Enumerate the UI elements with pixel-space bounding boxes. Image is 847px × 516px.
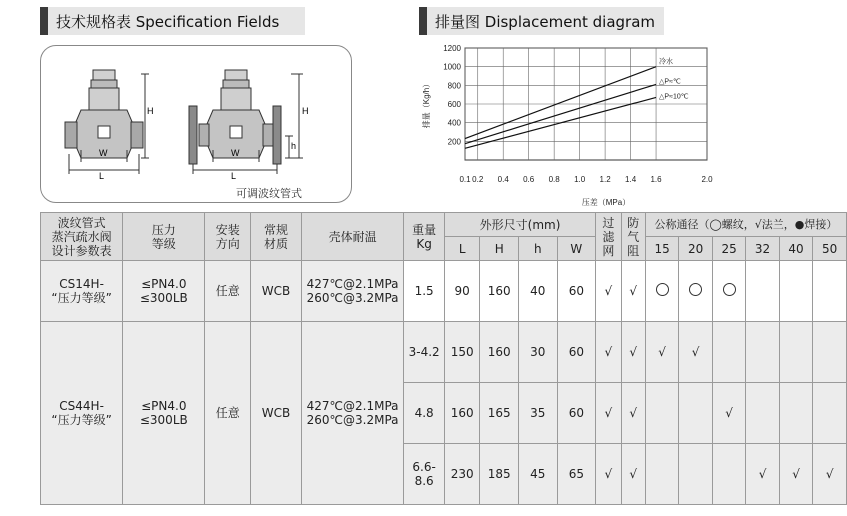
thread-circle-icon <box>689 283 702 296</box>
y-tick-label: 400 <box>447 118 461 128</box>
dim-h-label-flanged: H <box>302 106 309 116</box>
hdr-dn-32: 32 <box>746 237 779 261</box>
dn-cell <box>813 383 847 444</box>
series-label: △P≈℃ <box>659 78 681 86</box>
hdr-pressure: 压力 等级 <box>123 213 205 261</box>
x-tick-label: 0.6 <box>523 175 535 184</box>
shell-temp-cell: 427℃@2.1MPa 260℃@3.2MPa <box>301 322 404 505</box>
hdr-shell-temp: 壳体耐温 <box>301 213 404 261</box>
dn-cell <box>746 322 779 383</box>
x-tick-label: 1.2 <box>599 175 611 184</box>
x-tick-label: 2.0 <box>701 175 713 184</box>
filter-cell: √ <box>596 383 621 444</box>
anti-air-cell: √ <box>621 322 645 383</box>
hdr-weight: 重量 Kg <box>404 213 445 261</box>
threaded-valve-drawing <box>65 70 149 174</box>
y-tick-label: 1000 <box>443 62 461 72</box>
dim-w-label: W <box>99 148 108 158</box>
hdr-dim-w: W <box>557 237 596 261</box>
drawing-caption: 可调波纹管式 <box>236 187 302 200</box>
series-label: △P≈10℃ <box>659 93 689 101</box>
dn-cell: √ <box>645 322 678 383</box>
dn-cell <box>645 261 678 322</box>
dn-cell <box>779 322 812 383</box>
spec-fields-header <box>40 7 305 35</box>
y-tick-label: 800 <box>447 81 461 91</box>
displacement-chart <box>415 40 725 210</box>
valve-drawings <box>41 46 353 204</box>
hdr-install: 安装 方向 <box>205 213 251 261</box>
displacement-diagram-header <box>419 7 664 35</box>
hdr-dimensions: 外形尺寸(mm) <box>444 213 595 237</box>
hdr-dn-50: 50 <box>813 237 847 261</box>
y-axis-label: 排量（Kg/h） <box>422 79 431 129</box>
dim-h-upper-cell: 185 <box>480 444 519 505</box>
hdr-model: 波纹管式 蒸汽疏水阀 设计参数表 <box>41 213 123 261</box>
table-row <box>41 322 847 383</box>
material-cell: WCB <box>251 261 302 322</box>
dn-cell <box>645 383 678 444</box>
thread-circle-icon <box>656 283 669 296</box>
dn-cell <box>746 261 779 322</box>
dim-h-small-label: h <box>291 141 297 151</box>
dn-cell <box>779 383 812 444</box>
header-accent-bar <box>419 7 427 35</box>
install-cell: 任意 <box>205 261 251 322</box>
dn-cell <box>712 261 745 322</box>
x-axis-label: 压差（MPa） <box>581 198 631 207</box>
spec-table <box>40 212 847 505</box>
dn-cell: √ <box>746 444 779 505</box>
weight-cell: 3-4.2 <box>404 322 445 383</box>
thread-circle-icon <box>723 283 736 296</box>
dim-l-label-flanged: L <box>231 171 237 181</box>
pressure-cell: ≤PN4.0 ≤300LB <box>123 322 205 505</box>
anti-air-cell: √ <box>621 444 645 505</box>
dim-h-label: H <box>147 106 154 116</box>
hdr-dn-15: 15 <box>645 237 678 261</box>
dim-l-cell: 230 <box>444 444 480 505</box>
dim-w-cell: 60 <box>557 261 596 322</box>
series-label: 冷水 <box>659 58 674 66</box>
hdr-dim-h-upper: H <box>480 237 519 261</box>
hdr-dn-25: 25 <box>712 237 745 261</box>
anti-air-cell: √ <box>621 261 645 322</box>
dim-w-cell: 65 <box>557 444 596 505</box>
dim-h-upper-cell: 160 <box>480 261 519 322</box>
x-tick-label: 0.4 <box>497 175 509 184</box>
dn-cell <box>746 383 779 444</box>
x-tick-label: 1.0 <box>574 175 586 184</box>
dn-cell <box>813 261 847 322</box>
dim-l-cell: 150 <box>444 322 480 383</box>
x-tick-label: 0.1 <box>459 175 471 184</box>
hdr-dim-h-lower: h <box>519 237 558 261</box>
header-accent-bar <box>40 7 48 35</box>
hdr-nominal-diameter: 公称通径（◯螺纹，√法兰，●焊接） <box>645 213 846 237</box>
shell-temp-cell: 427℃@2.1MPa 260℃@3.2MPa <box>301 261 404 322</box>
dim-h-lower-cell: 45 <box>519 444 558 505</box>
anti-air-cell: √ <box>621 383 645 444</box>
y-tick-label: 600 <box>447 100 461 109</box>
dn-cell: √ <box>712 383 745 444</box>
hdr-dn-20: 20 <box>679 237 712 261</box>
x-tick-label: 1.4 <box>625 175 637 184</box>
dn-cell <box>679 444 712 505</box>
dim-w-label-flanged: W <box>231 148 240 158</box>
weight-cell: 1.5 <box>404 261 445 322</box>
dim-w-cell: 60 <box>557 383 596 444</box>
hdr-filter: 过 滤 网 <box>596 213 621 261</box>
dn-cell <box>679 383 712 444</box>
dn-cell <box>712 322 745 383</box>
y-tick-label: 1200 <box>443 44 461 53</box>
dim-h-lower-cell: 40 <box>519 261 558 322</box>
dn-cell <box>779 261 812 322</box>
dim-l-cell: 90 <box>444 261 480 322</box>
x-tick-label: 0.8 <box>548 175 560 184</box>
dim-h-lower-cell: 30 <box>519 322 558 383</box>
weight-cell: 6.6- 8.6 <box>404 444 445 505</box>
dn-cell <box>813 322 847 383</box>
spec-fields-title: 技术规格表 Specification Fields <box>56 12 280 31</box>
dn-cell: √ <box>679 322 712 383</box>
flanged-valve-drawing <box>189 70 303 174</box>
valve-drawing-panel <box>40 45 352 203</box>
dn-cell: √ <box>779 444 812 505</box>
pressure-cell: ≤PN4.0 ≤300LB <box>123 261 205 322</box>
dim-h-lower-cell: 35 <box>519 383 558 444</box>
dim-l-cell: 160 <box>444 383 480 444</box>
table-row <box>41 261 847 322</box>
y-tick-label: 200 <box>447 137 461 147</box>
filter-cell: √ <box>596 322 621 383</box>
model-cell: CS44H- “压力等级” <box>41 322 123 505</box>
x-tick-label: 1.6 <box>650 175 662 184</box>
filter-cell: √ <box>596 261 621 322</box>
dim-w-cell: 60 <box>557 322 596 383</box>
dn-cell <box>679 261 712 322</box>
install-cell: 任意 <box>205 322 251 505</box>
dn-cell <box>712 444 745 505</box>
hdr-dim-l: L <box>444 237 480 261</box>
hdr-anti-air: 防 气 阻 <box>621 213 645 261</box>
hdr-dn-40: 40 <box>779 237 812 261</box>
dn-cell: √ <box>813 444 847 505</box>
dim-h-upper-cell: 165 <box>480 383 519 444</box>
model-cell: CS14H- “压力等级” <box>41 261 123 322</box>
weight-cell: 4.8 <box>404 383 445 444</box>
dim-h-upper-cell: 160 <box>480 322 519 383</box>
displacement-diagram-title: 排量图 Displacement diagram <box>435 12 656 31</box>
hdr-material: 常规 材质 <box>251 213 302 261</box>
material-cell: WCB <box>251 322 302 505</box>
dn-cell <box>645 444 678 505</box>
dim-l-label: L <box>99 171 105 181</box>
filter-cell: √ <box>596 444 621 505</box>
x-tick-label: 0.2 <box>472 175 484 184</box>
